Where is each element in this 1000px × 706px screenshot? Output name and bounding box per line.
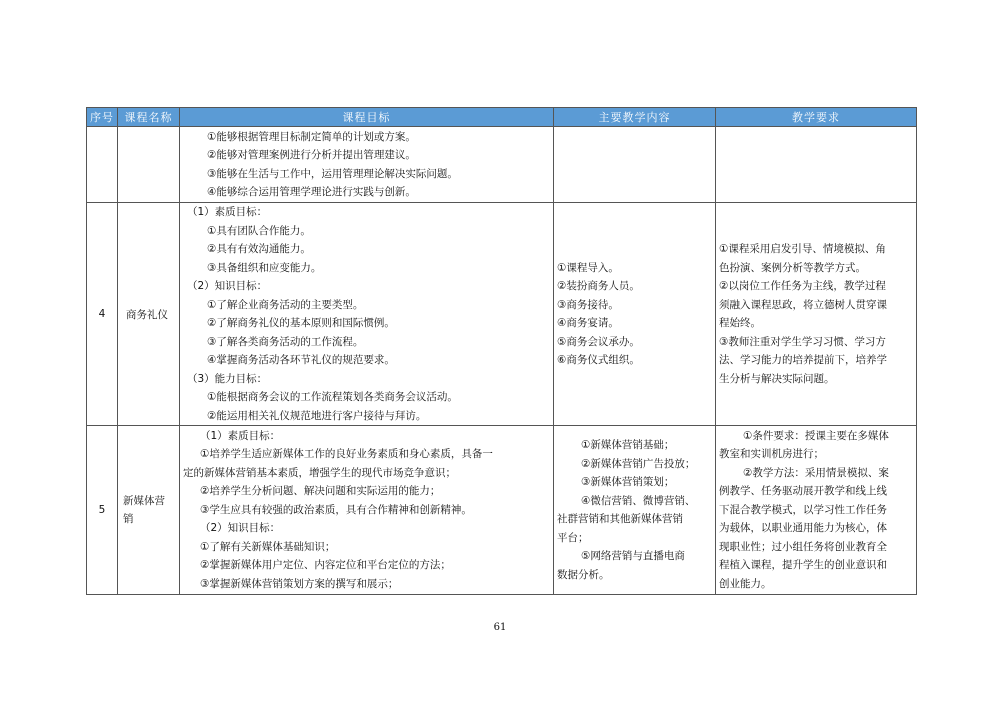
row-requirements xyxy=(716,127,917,203)
content-line: ③新媒体营销策划； xyxy=(581,476,675,488)
requirement-line: ②以岗位工作任务为主线，教学过程 xyxy=(719,280,886,292)
course-table xyxy=(86,107,917,595)
row-content xyxy=(554,426,716,595)
row-course-name: 商务礼仪 xyxy=(118,203,180,426)
content-line: ⑤网络营销与直播电商 xyxy=(581,550,685,562)
requirement-line: ①条件要求：授课主要在多媒体 xyxy=(743,429,889,442)
requirement-line: 法、学习能力的培养提前下，培养学 xyxy=(719,354,887,366)
goal-line: ②培养学生分析问题、解决问题和实际运用的能力； xyxy=(200,485,441,498)
goal-line: ①了解企业商务活动的主要类型。 xyxy=(207,298,364,311)
requirement-line: ②教学方法：采用情景模拟、案 xyxy=(743,466,889,479)
table-row xyxy=(87,203,917,426)
header-course-goals: 课程目标 xyxy=(180,108,554,127)
content-line: ②装扮商务人员。 xyxy=(557,280,640,292)
goal-heading: （2）知识目标： xyxy=(200,522,281,535)
content-line: ⑥商务仪式组织。 xyxy=(557,354,640,366)
content-line: ⑤商务会议承办。 xyxy=(557,335,640,348)
content-line: 平台； xyxy=(557,531,589,544)
content-line: 数据分析。 xyxy=(557,568,610,581)
header-teaching-content: 主要教学内容 xyxy=(554,108,716,127)
goal-line: ①培养学生适应新媒体工作的良好业务素质和身心素质，具备一 xyxy=(200,448,493,461)
content-line: ③商务接待。 xyxy=(557,298,619,311)
goal-line: ③学生应具有较强的政治素质，具有合作精神和创新精神。 xyxy=(200,503,472,516)
row-requirements xyxy=(716,426,917,595)
header-teaching-requirements: 教学要求 xyxy=(716,108,917,127)
goal-line: ①了解有关新媒体基础知识； xyxy=(200,540,336,553)
goal-line: ①能够根据管理目标制定简单的计划或方案。 xyxy=(207,130,416,143)
requirement-line: ③教师注重对学生学习习惯、学习方 xyxy=(719,335,886,348)
requirement-line: 创业能力。 xyxy=(719,577,772,590)
requirement-line: 程植入课程，提升学生的创业意识和 xyxy=(719,559,887,572)
row-goals xyxy=(180,426,554,595)
goal-heading: （1）素质目标： xyxy=(187,206,268,218)
page-number: 61 xyxy=(493,622,507,633)
course-name-line: 销 xyxy=(123,513,134,525)
goal-line: ④掌握商务活动各环节礼仪的规范要求。 xyxy=(207,354,395,366)
goal-line: 定的新媒体营销基本素质，增强学生的现代市场竞争意识； xyxy=(183,466,456,479)
goal-line: ④能够综合运用管理学理论进行实践与创新。 xyxy=(207,186,416,198)
goal-line: ②能运用相关礼仪规范地进行客户接待与拜访。 xyxy=(207,409,427,422)
goal-line: ②掌握新媒体用户定位、内容定位和平台定位的方法； xyxy=(200,559,451,572)
row-content xyxy=(554,203,716,426)
goal-line: ②能够对管理案例进行分析并提出管理建议。 xyxy=(207,149,416,161)
goal-line: ③掌握新媒体营销策划方案的撰写和展示； xyxy=(200,577,399,590)
row-goals xyxy=(180,203,554,426)
table-row xyxy=(87,127,917,203)
row-requirements xyxy=(716,203,917,426)
goal-line: ②具有有效沟通能力。 xyxy=(207,243,311,255)
requirement-line: 例教学、任务驱动展开教学和线上线 xyxy=(719,485,887,498)
content-line: ①课程导入。 xyxy=(557,261,619,274)
requirement-line: 程始终。 xyxy=(719,317,761,329)
content-line: ④微信营销、微博营销、 xyxy=(581,494,696,507)
requirement-line: 下混合教学模式，以学习性工作任务 xyxy=(719,503,887,516)
row-course-name xyxy=(118,127,180,203)
goal-line: ③了解各类商务活动的工作流程。 xyxy=(207,335,364,348)
content-line: 社群营销和其他新媒体营销 xyxy=(557,513,683,525)
content-line: ④商务宴请。 xyxy=(557,317,619,329)
requirement-line: 教室和实训机房进行； xyxy=(719,448,824,461)
goal-heading: （3）能力目标： xyxy=(187,372,268,385)
row-goals xyxy=(180,127,554,203)
requirement-line: 现职业性；过小组任务将创业教育全 xyxy=(719,540,887,553)
goal-line: ①具有团队合作能力。 xyxy=(207,224,311,237)
goal-line: ②了解商务礼仪的基本原则和国际惯例。 xyxy=(207,317,395,329)
requirement-line: 为载体，以职业通用能力为核心，体 xyxy=(719,522,887,535)
row-num xyxy=(87,127,118,203)
goal-line: ①能根据商务会议的工作流程策划各类商务会议活动。 xyxy=(207,391,458,403)
goal-line: ③能够在生活与工作中，运用管理理论解决实际问题。 xyxy=(207,167,458,180)
content-line: ①新媒体营销基础； xyxy=(581,439,675,451)
course-name-line: 新媒体营 xyxy=(123,494,165,507)
row-course-name xyxy=(118,426,180,595)
goal-heading: （2）知识目标： xyxy=(187,280,268,292)
row-content xyxy=(554,127,716,203)
header-course-name: 课程名称 xyxy=(118,108,180,127)
row-num: 5 xyxy=(87,426,118,595)
row-num: 4 xyxy=(87,203,118,426)
requirement-line: 生分析与解决实际问题。 xyxy=(719,372,835,385)
table-header-row xyxy=(87,108,917,127)
goal-line: ③具备组织和应变能力。 xyxy=(207,261,322,274)
header-num: 序号 xyxy=(87,108,118,127)
goal-heading: （1）素质目标： xyxy=(200,429,281,442)
table-row xyxy=(87,426,917,595)
requirement-line: ①课程采用启发引导、情境模拟、角 xyxy=(719,243,886,255)
requirement-line: 须融入课程思政，将立德树人贯穿课 xyxy=(719,298,887,311)
content-line: ②新媒体营销广告投放； xyxy=(581,457,696,470)
requirement-line: 色扮演、案例分析等教学方式。 xyxy=(719,261,866,274)
